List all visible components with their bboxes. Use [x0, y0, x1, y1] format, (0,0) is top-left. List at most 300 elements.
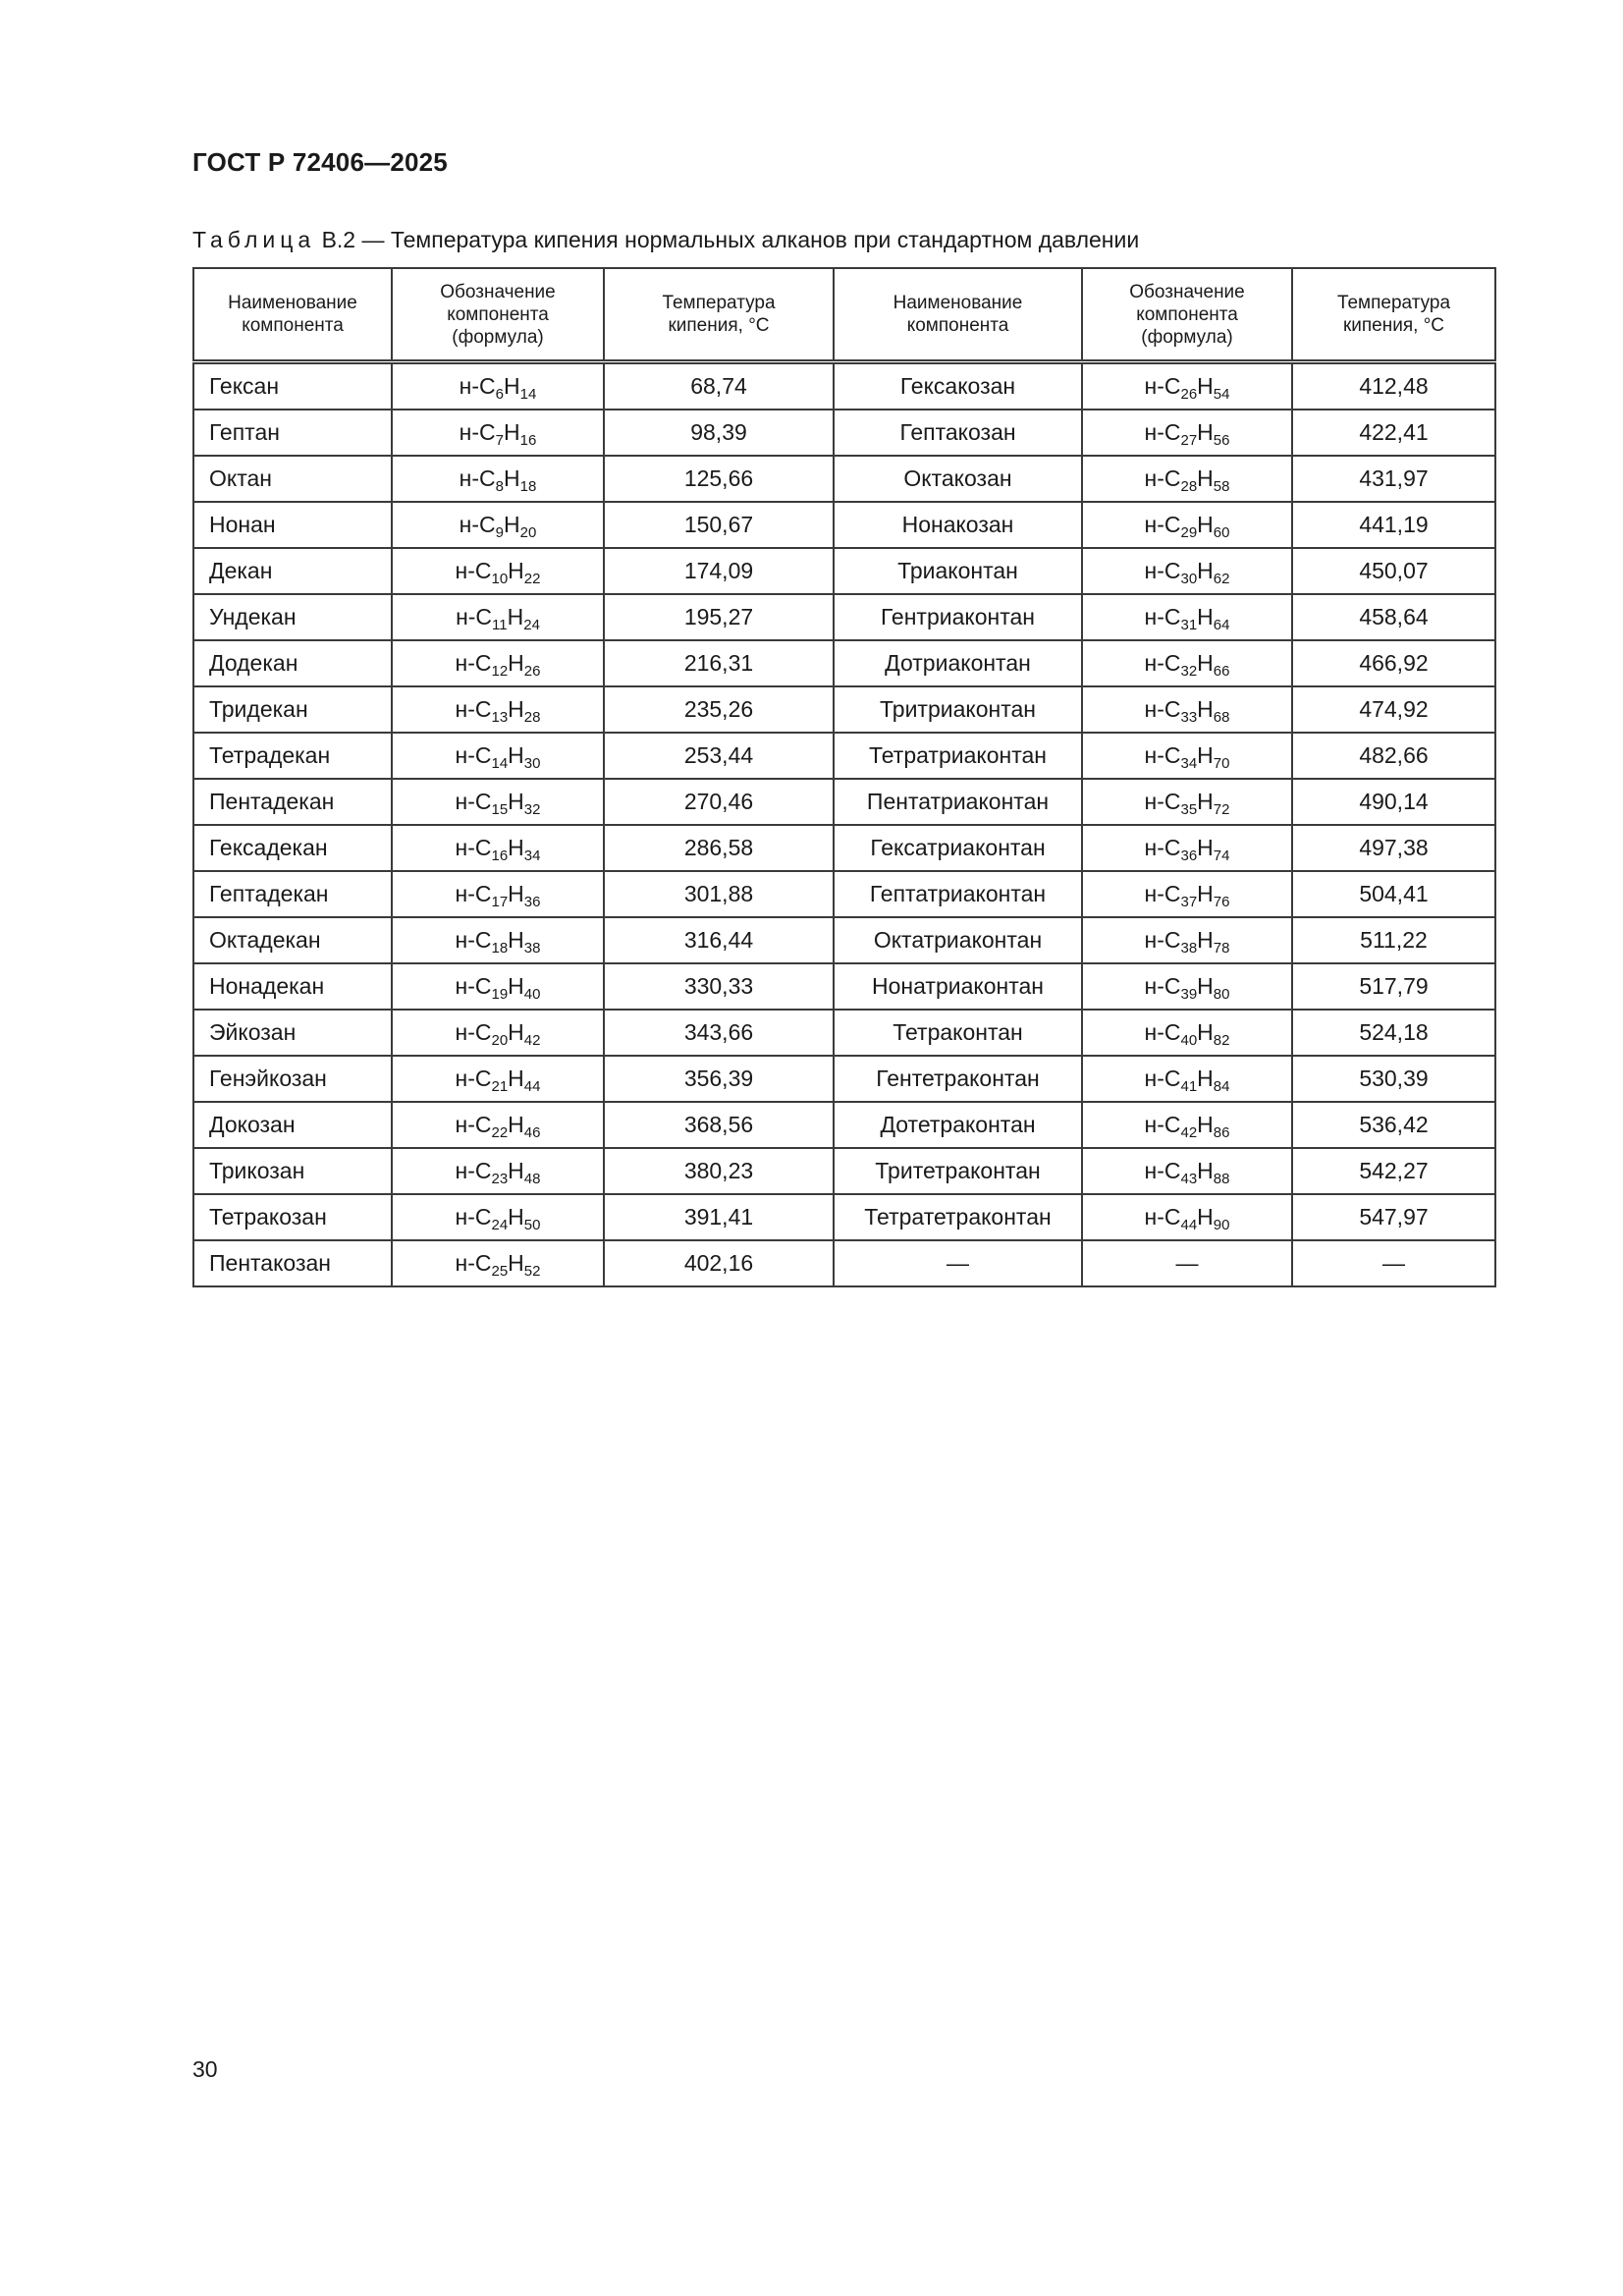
hydrogen-count: 44: [523, 1078, 541, 1095]
component-name-right: Гептатриаконтан: [834, 871, 1082, 917]
table-row: [193, 871, 1495, 917]
formula-prefix: н-С: [1144, 419, 1181, 445]
carbon-count: 23: [491, 1171, 509, 1187]
formula-prefix: н-С: [455, 1250, 492, 1276]
formula-cell-right: [1082, 686, 1292, 733]
header-temp-left: Температура кипения, °С: [604, 268, 834, 362]
formula-prefix: н-С: [1144, 558, 1181, 583]
formula-cell-left: [392, 825, 604, 871]
formula-cell-right: [1082, 1010, 1292, 1056]
component-name-left: Тетрадекан: [193, 733, 392, 779]
carbon-count: 9: [495, 524, 504, 541]
hydrogen-symbol: H: [508, 973, 524, 999]
component-name-right: Октакозан: [834, 456, 1082, 502]
carbon-count: 37: [1180, 894, 1198, 910]
carbon-count: 22: [491, 1124, 509, 1141]
hydrogen-symbol: H: [1197, 835, 1214, 860]
table-row: [193, 733, 1495, 779]
component-name-right: Гентетраконтан: [834, 1056, 1082, 1102]
boiling-temp-left: 253,44: [604, 733, 834, 779]
formula-cell-left: [392, 1240, 604, 1286]
component-name-left: Нонан: [193, 502, 392, 548]
hydrogen-count: 62: [1213, 571, 1230, 587]
formula-cell-left: [392, 1056, 604, 1102]
component-name-left: Трикозан: [193, 1148, 392, 1194]
hydrogen-symbol: H: [1197, 696, 1214, 722]
table-row: [193, 686, 1495, 733]
formula-cell-left: [392, 410, 604, 456]
formula-cell-right: [1082, 1148, 1292, 1194]
boiling-temp-right: 547,97: [1292, 1194, 1495, 1240]
boiling-temp-right: 542,27: [1292, 1148, 1495, 1194]
carbon-count: 31: [1180, 617, 1198, 633]
component-name-left: Эйкозан: [193, 1010, 392, 1056]
formula-cell-left: [392, 1148, 604, 1194]
table-row: [193, 779, 1495, 825]
formula-cell-left: [392, 362, 604, 410]
boiling-temp-right: 490,14: [1292, 779, 1495, 825]
hydrogen-count: 78: [1213, 940, 1230, 957]
formula-cell-right: [1082, 917, 1292, 963]
formula-prefix: н-С: [1144, 881, 1181, 906]
caption-label: Таблица: [192, 227, 316, 252]
component-name-left: Гексан: [193, 362, 392, 410]
hydrogen-count: 54: [1213, 386, 1230, 403]
hydrogen-symbol: H: [1197, 650, 1214, 676]
formula-prefix: н-С: [1144, 742, 1181, 768]
formula-cell-right: [1082, 1194, 1292, 1240]
carbon-count: 20: [491, 1032, 509, 1049]
table-row: [193, 502, 1495, 548]
formula-cell-right: [1082, 640, 1292, 686]
boiling-temp-left: 343,66: [604, 1010, 834, 1056]
boiling-temp-right: 466,92: [1292, 640, 1495, 686]
carbon-count: 24: [491, 1217, 509, 1233]
carbon-count: 29: [1180, 524, 1198, 541]
boiling-temp-right: 474,92: [1292, 686, 1495, 733]
carbon-count: 42: [1180, 1124, 1198, 1141]
formula-cell-left: [392, 686, 604, 733]
boiling-temp-right: 482,66: [1292, 733, 1495, 779]
formula-cell-right: [1082, 871, 1292, 917]
hydrogen-count: 74: [1213, 847, 1230, 864]
formula-cell-left: [392, 871, 604, 917]
carbon-count: 30: [1180, 571, 1198, 587]
hydrogen-symbol: H: [1197, 1158, 1214, 1183]
table-body: [193, 362, 1495, 1287]
carbon-count: 34: [1180, 755, 1198, 772]
boiling-temp-left: 301,88: [604, 871, 834, 917]
caption-text: В.2 — Температура кипения нормальных алканов при стандартном давлении: [321, 227, 1140, 252]
hydrogen-symbol: H: [508, 881, 524, 906]
boiling-temp-right: 511,22: [1292, 917, 1495, 963]
hydrogen-symbol: H: [1197, 742, 1214, 768]
boiling-temp-right: 441,19: [1292, 502, 1495, 548]
carbon-count: 13: [491, 709, 509, 726]
boiling-temp-left: 330,33: [604, 963, 834, 1010]
formula-cell-left: [392, 779, 604, 825]
header-name-right: Наименование компонента: [834, 268, 1082, 362]
hydrogen-count: 36: [523, 894, 541, 910]
hydrogen-count: 52: [523, 1263, 541, 1280]
hydrogen-count: 64: [1213, 617, 1230, 633]
hydrogen-count: 88: [1213, 1171, 1230, 1187]
hydrogen-count: 26: [523, 663, 541, 680]
carbon-count: 14: [491, 755, 509, 772]
formula-prefix: н-С: [1144, 835, 1181, 860]
component-name-right: Октатриаконтан: [834, 917, 1082, 963]
hydrogen-count: 24: [523, 617, 540, 633]
hydrogen-count: 68: [1213, 709, 1230, 726]
hydrogen-symbol: H: [1197, 1112, 1214, 1137]
carbon-count: 26: [1180, 386, 1198, 403]
carbon-count: 15: [491, 801, 509, 818]
component-name-left: Пентакозан: [193, 1240, 392, 1286]
formula-prefix: н-С: [455, 558, 492, 583]
formula-prefix: н-С: [1144, 604, 1181, 629]
carbon-count: 6: [495, 386, 504, 403]
formula-cell-left: [392, 456, 604, 502]
boiling-temp-right: 524,18: [1292, 1010, 1495, 1056]
hydrogen-symbol: H: [508, 1250, 524, 1276]
carbon-count: 16: [491, 847, 509, 864]
component-name-right: Гентриаконтан: [834, 594, 1082, 640]
component-name-left: Докозан: [193, 1102, 392, 1148]
carbon-count: 17: [491, 894, 509, 910]
formula-cell-right: [1082, 410, 1292, 456]
hydrogen-count: 32: [523, 801, 541, 818]
carbon-count: 8: [495, 478, 504, 495]
hydrogen-symbol: H: [508, 835, 524, 860]
boiling-temp-right: 450,07: [1292, 548, 1495, 594]
hydrogen-count: 58: [1213, 478, 1230, 495]
document-code: ГОСТ Р 72406—2025: [192, 147, 448, 177]
component-name-left: Гексадекан: [193, 825, 392, 871]
component-name-right: Тритетраконтан: [834, 1148, 1082, 1194]
boiling-temp-right: 517,79: [1292, 963, 1495, 1010]
carbon-count: 40: [1180, 1032, 1198, 1049]
carbon-count: 43: [1180, 1171, 1198, 1187]
boiling-temp-right: 458,64: [1292, 594, 1495, 640]
formula-prefix: н-С: [1144, 789, 1181, 814]
boiling-temp-left: 174,09: [604, 548, 834, 594]
formula-prefix: н-С: [455, 973, 492, 999]
hydrogen-symbol: H: [1197, 927, 1214, 953]
formula-cell-right: [1082, 362, 1292, 410]
component-name-right: Дотетраконтан: [834, 1102, 1082, 1148]
table-row: [193, 917, 1495, 963]
table-row: [193, 1010, 1495, 1056]
formula-prefix: н-С: [455, 789, 492, 814]
formula-prefix: н-С: [455, 1019, 492, 1045]
formula-prefix: н-С: [455, 927, 492, 953]
formula-cell-left: [392, 1102, 604, 1148]
hydrogen-count: 22: [523, 571, 541, 587]
boiling-temp-left: 402,16: [604, 1240, 834, 1286]
component-name-right: Пентатриаконтан: [834, 779, 1082, 825]
hydrogen-count: 14: [519, 386, 537, 403]
boiling-temp-left: 150,67: [604, 502, 834, 548]
formula-prefix: н-С: [459, 419, 496, 445]
hydrogen-count: 28: [523, 709, 541, 726]
boiling-temp-right: 536,42: [1292, 1102, 1495, 1148]
hydrogen-count: 46: [523, 1124, 541, 1141]
table-row: [193, 594, 1495, 640]
formula-prefix: н-С: [455, 881, 492, 906]
formula-prefix: н-С: [1144, 1204, 1181, 1230]
table-row: [193, 548, 1495, 594]
header-formula-right: Обозначение компонента (формула): [1082, 268, 1292, 362]
component-name-left: Октан: [193, 456, 392, 502]
boiling-temp-left: 195,27: [604, 594, 834, 640]
formula-cell-right: [1082, 594, 1292, 640]
hydrogen-count: 42: [523, 1032, 541, 1049]
hydrogen-count: 48: [523, 1171, 541, 1187]
component-name-right: Нонакозан: [834, 502, 1082, 548]
boiling-temp-left: 316,44: [604, 917, 834, 963]
component-name-right: Тетраконтан: [834, 1010, 1082, 1056]
table-row: [193, 963, 1495, 1010]
formula-prefix: н-С: [459, 373, 496, 399]
formula-cell-right: [1082, 502, 1292, 548]
hydrogen-count: 38: [523, 940, 541, 957]
component-name-left: Тридекан: [193, 686, 392, 733]
hydrogen-count: 56: [1213, 432, 1230, 449]
component-name-left: Октадекан: [193, 917, 392, 963]
hydrogen-symbol: H: [508, 650, 524, 676]
hydrogen-symbol: H: [1197, 373, 1214, 399]
boiling-temp-left: 380,23: [604, 1148, 834, 1194]
hydrogen-symbol: H: [508, 927, 524, 953]
hydrogen-count: 40: [523, 986, 541, 1003]
formula-prefix: н-С: [455, 650, 492, 676]
hydrogen-count: 84: [1213, 1078, 1230, 1095]
hydrogen-symbol: H: [508, 1158, 524, 1183]
table-row: [193, 1102, 1495, 1148]
formula-cell-right: [1082, 825, 1292, 871]
formula-prefix: н-С: [459, 465, 496, 491]
table-row: [193, 1240, 1495, 1286]
formula-cell-left: [392, 733, 604, 779]
hydrogen-symbol: H: [508, 1112, 524, 1137]
carbon-count: 19: [491, 986, 509, 1003]
hydrogen-symbol: H: [508, 1066, 524, 1091]
boiling-temp-right: 412,48: [1292, 362, 1495, 410]
hydrogen-symbol: H: [504, 512, 520, 537]
hydrogen-symbol: H: [1197, 465, 1214, 491]
formula-prefix: н-С: [1144, 1019, 1181, 1045]
hydrogen-symbol: H: [1197, 512, 1214, 537]
formula-cell-right: [1082, 779, 1292, 825]
component-name-left: Декан: [193, 548, 392, 594]
hydrogen-count: 20: [519, 524, 537, 541]
boiling-temp-left: 368,56: [604, 1102, 834, 1148]
hydrogen-symbol: H: [1197, 1019, 1214, 1045]
table-row: [193, 1056, 1495, 1102]
hydrogen-count: 66: [1213, 663, 1230, 680]
table-row: [193, 362, 1495, 410]
formula-cell-right: [1082, 456, 1292, 502]
formula-prefix: н-С: [1144, 1112, 1181, 1137]
formula-prefix: н-С: [455, 835, 492, 860]
component-name-left: Ундекан: [193, 594, 392, 640]
boiling-temp-left: 216,31: [604, 640, 834, 686]
hydrogen-symbol: H: [1197, 881, 1214, 906]
formula-prefix: н-С: [1144, 373, 1181, 399]
formula-prefix: н-С: [1144, 465, 1181, 491]
formula-prefix: н-С: [456, 604, 493, 629]
hydrogen-symbol: H: [508, 742, 524, 768]
formula-prefix: н-С: [455, 1066, 492, 1091]
formula-prefix: н-С: [455, 1204, 492, 1230]
hydrogen-count: 16: [519, 432, 537, 449]
boiling-temp-left: 68,74: [604, 362, 834, 410]
carbon-count: 32: [1180, 663, 1198, 680]
hydrogen-symbol: H: [508, 789, 524, 814]
formula-prefix: н-С: [1144, 512, 1181, 537]
boiling-temp-left: 270,46: [604, 779, 834, 825]
formula-prefix: н-С: [1144, 973, 1181, 999]
hydrogen-symbol: H: [1197, 604, 1214, 629]
hydrogen-symbol: H: [1197, 789, 1214, 814]
formula-cell-right: [1082, 548, 1292, 594]
carbon-count: 21: [491, 1078, 509, 1095]
formula-cell-left: [392, 594, 604, 640]
table-header-row: [193, 268, 1495, 362]
formula-prefix: н-С: [455, 742, 492, 768]
boiling-temp-right: 497,38: [1292, 825, 1495, 871]
component-name-right: Гексакозан: [834, 362, 1082, 410]
table-row: [193, 1194, 1495, 1240]
carbon-count: 10: [491, 571, 509, 587]
boiling-temp-left: 235,26: [604, 686, 834, 733]
formula-prefix: н-С: [1144, 696, 1181, 722]
hydrogen-count: 90: [1213, 1217, 1230, 1233]
component-name-right: Дотриаконтан: [834, 640, 1082, 686]
component-name-right: Нонатриаконтан: [834, 963, 1082, 1010]
component-name-right: Тетратриаконтан: [834, 733, 1082, 779]
boiling-temp-left: 98,39: [604, 410, 834, 456]
hydrogen-count: 72: [1213, 801, 1230, 818]
formula-prefix: н-С: [455, 696, 492, 722]
formula-cell-left: [392, 548, 604, 594]
boiling-temp-right: 530,39: [1292, 1056, 1495, 1102]
component-name-left: Гептан: [193, 410, 392, 456]
hydrogen-symbol: H: [508, 1204, 524, 1230]
carbon-count: 39: [1180, 986, 1198, 1003]
boiling-temp-left: 286,58: [604, 825, 834, 871]
component-name-right: Тритриаконтан: [834, 686, 1082, 733]
carbon-count: 25: [491, 1263, 509, 1280]
carbon-count: 33: [1180, 709, 1198, 726]
component-name-left: Додекан: [193, 640, 392, 686]
boiling-temp-left: 356,39: [604, 1056, 834, 1102]
formula-prefix: н-С: [1144, 1158, 1181, 1183]
hydrogen-symbol: H: [504, 373, 520, 399]
carbon-count: 12: [491, 663, 509, 680]
component-name-right: Гептакозан: [834, 410, 1082, 456]
carbon-count: 11: [492, 617, 508, 633]
table-row: [193, 410, 1495, 456]
component-name-left: Генэйкозан: [193, 1056, 392, 1102]
boiling-temp-left: 125,66: [604, 456, 834, 502]
hydrogen-count: 70: [1213, 755, 1230, 772]
hydrogen-symbol: H: [508, 696, 524, 722]
formula-prefix: н-С: [1144, 650, 1181, 676]
table-row: [193, 456, 1495, 502]
formula-cell-left: [392, 502, 604, 548]
hydrogen-symbol: H: [1197, 1204, 1214, 1230]
carbon-count: 44: [1180, 1217, 1198, 1233]
boiling-temp-right: —: [1292, 1240, 1495, 1286]
boiling-temp-right: 422,41: [1292, 410, 1495, 456]
component-name-right: Гексатриаконтан: [834, 825, 1082, 871]
hydrogen-count: 86: [1213, 1124, 1230, 1141]
carbon-count: 28: [1180, 478, 1198, 495]
carbon-count: 27: [1180, 432, 1198, 449]
hydrogen-symbol: H: [1197, 419, 1214, 445]
hydrogen-count: 18: [519, 478, 537, 495]
carbon-count: 35: [1180, 801, 1198, 818]
hydrogen-symbol: H: [1197, 558, 1214, 583]
header-formula-left: Обозначение компонента (формула): [392, 268, 604, 362]
hydrogen-symbol: H: [1197, 1066, 1214, 1091]
component-name-left: Пентадекан: [193, 779, 392, 825]
table-row: [193, 1148, 1495, 1194]
table-row: [193, 825, 1495, 871]
hydrogen-symbol: H: [508, 1019, 524, 1045]
hydrogen-symbol: H: [508, 558, 524, 583]
carbon-count: 38: [1180, 940, 1198, 957]
formula-cell-left: [392, 640, 604, 686]
carbon-count: 41: [1180, 1078, 1198, 1095]
hydrogen-symbol: H: [504, 465, 520, 491]
boiling-point-table: [192, 267, 1496, 1287]
formula-prefix: н-С: [1144, 1066, 1181, 1091]
formula-cell-right: —: [1082, 1240, 1292, 1286]
boiling-temp-left: 391,41: [604, 1194, 834, 1240]
formula-cell-left: [392, 963, 604, 1010]
boiling-temp-right: 431,97: [1292, 456, 1495, 502]
page-number: 30: [192, 2056, 218, 2082]
hydrogen-count: 82: [1213, 1032, 1230, 1049]
formula-cell-right: [1082, 1102, 1292, 1148]
formula-cell-right: [1082, 733, 1292, 779]
formula-cell-right: [1082, 1056, 1292, 1102]
component-name-right: —: [834, 1240, 1082, 1286]
carbon-count: 36: [1180, 847, 1198, 864]
formula-prefix: н-С: [459, 512, 496, 537]
hydrogen-count: 30: [523, 755, 541, 772]
component-name-left: Тетракозан: [193, 1194, 392, 1240]
component-name-left: Нонадекан: [193, 963, 392, 1010]
header-temp-right: Температура кипения, °С: [1292, 268, 1495, 362]
hydrogen-symbol: H: [504, 419, 520, 445]
carbon-count: 7: [495, 432, 504, 449]
hydrogen-symbol: H: [507, 604, 524, 629]
component-name-left: Гептадекан: [193, 871, 392, 917]
hydrogen-count: 34: [523, 847, 541, 864]
table-row: [193, 640, 1495, 686]
boiling-temp-right: 504,41: [1292, 871, 1495, 917]
hydrogen-count: 76: [1213, 894, 1230, 910]
hydrogen-count: 60: [1213, 524, 1230, 541]
component-name-right: Тетратетраконтан: [834, 1194, 1082, 1240]
formula-cell-left: [392, 917, 604, 963]
hydrogen-count: 80: [1213, 986, 1230, 1003]
formula-cell-left: [392, 1194, 604, 1240]
hydrogen-count: 50: [523, 1217, 541, 1233]
